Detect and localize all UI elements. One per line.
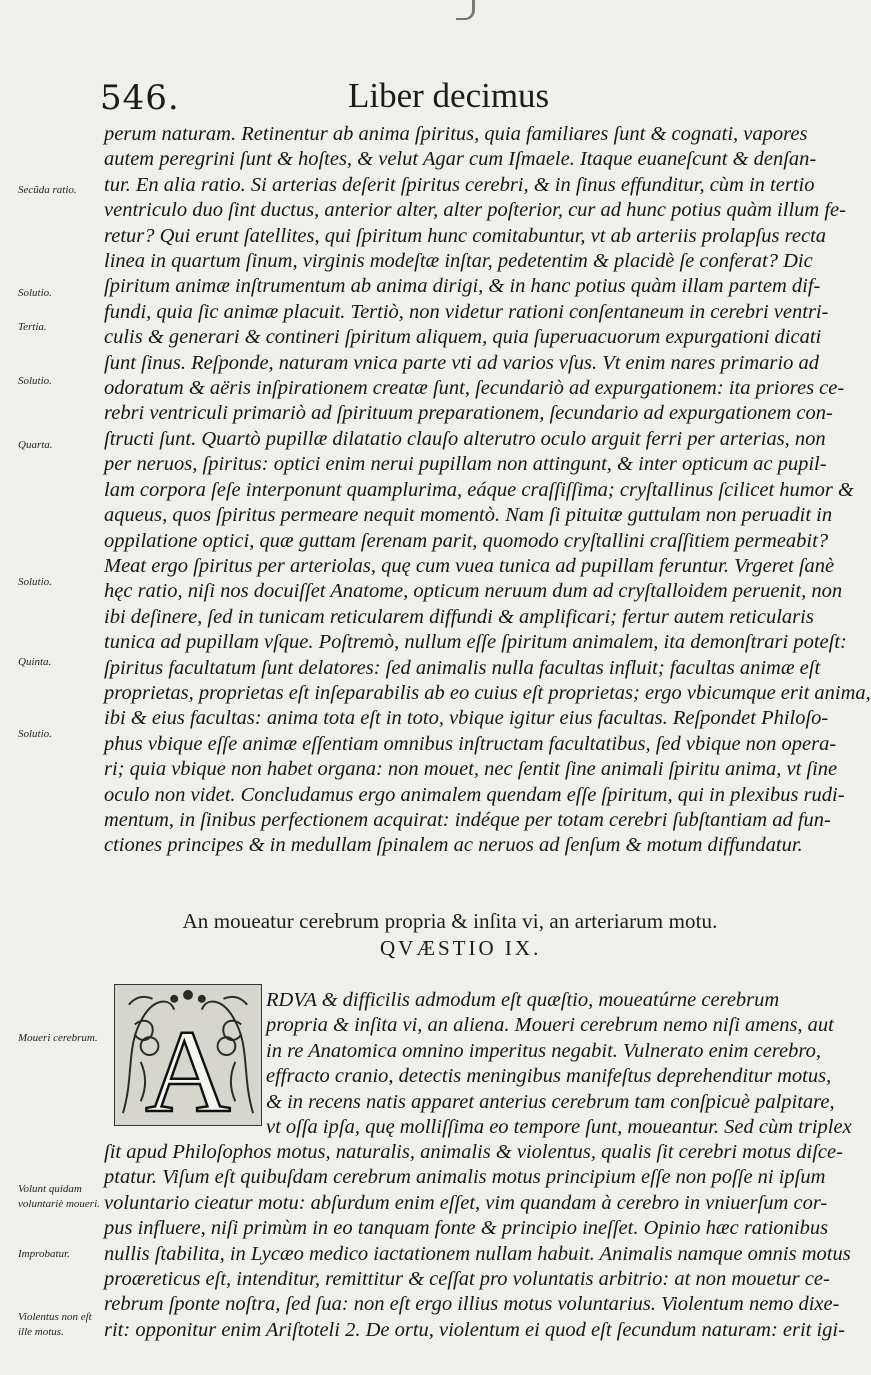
text-line: RDVA & difficilis admodum eſt quæſtio, moueatúrne cerebrum xyxy=(266,989,780,1011)
text-line: mentum, in ſinibus perfectionem acquirat: indéque per totam cerebri ſubſtantiam ad fun- xyxy=(104,808,831,831)
ornament-illustration xyxy=(115,985,261,1138)
main-paragraph xyxy=(104,122,871,859)
text-line: & in recens natis apparet anterius cerebrum tam conſpicuè palpitare, xyxy=(266,1090,835,1113)
text-line: ſpiritus facultatum ſunt delatores: ſed animalis nulla facultas influit; facultas animæ eſt xyxy=(104,656,821,679)
text-line: hęc ratio, niſi nos docuiſſet Anatome, opticum neruum dum ad cryſtalloidem peruenit, non xyxy=(104,580,843,603)
text-line: effracto cranio, detectis meningibus manifeſtus deprehenditur motus, xyxy=(266,1065,832,1088)
question-label: QVÆSTIO IX. xyxy=(380,936,542,960)
text-line: linea in quartum ſinum, virginis modeſtæ inſtar, pedetentim & placidè ſe conferat? Dic xyxy=(104,250,813,273)
text-line: tunica ad pupillam vſque. Poſtremò, nullum eſſe ſpiritum animalem, ita demonſtrari poteſt: xyxy=(104,631,847,654)
margin-note: Solutio. xyxy=(18,728,52,740)
text-line: perum naturam. Retinentur ab anima ſpiritus, quia familiares ſunt & cognati, vapores xyxy=(104,123,808,145)
question-paragraph-rest xyxy=(104,1140,851,1343)
text-line: proprietas, proprietas eſt inſeparabilis ab eo cuius eſt proprietas; ergo vbicumque erit anima, xyxy=(104,681,871,704)
running-title: Liber decimus xyxy=(348,76,550,115)
margin-note: Solutio. xyxy=(18,576,52,588)
margin-note: Quinta. xyxy=(18,656,52,668)
margin-note: Improbatur. xyxy=(18,1248,70,1260)
section-title: An moueatur cerebrum propria & inſita vi, an arteriarum motu. xyxy=(182,909,718,933)
text-line: odoratum & aëris inſpirationem creatæ ſunt, ſecundariò ad expurgationem: ita priores ce- xyxy=(104,377,845,400)
text-line: ſpiritum animæ inſtrumentum ab anima dirigi, & in hanc potius quàm illam partem dif- xyxy=(104,275,821,298)
page-number: 546. xyxy=(100,78,180,118)
text-line: ventriculo duo ſint ductus, anterior alter, alter poſterior, cur ad hunc potius quàm illum fe- xyxy=(104,199,846,222)
decorated-initial xyxy=(114,984,262,1138)
text-line: in re Anatomica omnino imperitus negabit. Vulnerato enim cerebro, xyxy=(266,1039,821,1062)
initial-letter: A xyxy=(145,1006,231,1138)
text-line: ſunt ſinus. Reſponde, naturam vnica parte vti ad varios vſus. Vt enim nares primario ad xyxy=(104,351,819,374)
margin-note: Violentus non eſt ille motus. xyxy=(18,1311,92,1338)
text-line: rebrum ſponte noſtra, ſed ſua: non eſt ergo illius motus voluntarius. Violentum nemo dixe- xyxy=(104,1293,840,1316)
text-line: autem peregrini ſunt & hoſtes, & velut Agar cum Iſmaele. Itaque euaneſcunt & denſan- xyxy=(104,148,817,171)
text-line: per neruos, ſpiritus: optici enim nerui pupillam non attingunt, & inter opticum ac pupil- xyxy=(104,453,827,476)
text-line: culis & generari & contineri ſpiritum aliquem, quia ſuperuacuorum expurgationi dicati xyxy=(104,326,822,349)
text-line: ptatur. Viſum eſt quibuſdam cerebrum animalis motus principium eſſe non poſſe ni ipſum xyxy=(104,1166,826,1189)
text-line: rebri ventriculi primariò ad ſpirituum preparationem, ſecundario ad expurgationem con- xyxy=(104,402,833,425)
text-line: vt oſſa ipſa, quę molliſſima eo tempore ſunt, moueantur. Sed cùm triplex xyxy=(266,1116,852,1139)
text-line: ri; quia vbique non habet organa: non mouet, nec ſentit ſine animali ſpiritu anima, vt ſine xyxy=(104,758,838,781)
text-line: oppilatione optici, quæ guttam ſerenam parit, quomodo cryſtallini craſſitiem permeabit? xyxy=(104,529,829,552)
text-line: lam corpora ſeſe interponunt quamplurima, eáque craſſiſſima; cryſtallinus ſcilicet humor & xyxy=(104,478,854,501)
text-line: ſit apud Philoſophos motus, naturalis, animalis & violentus, qualis ſit cerebri motus diſce- xyxy=(104,1141,843,1163)
text-line: ibi deſinere, ſed in tunicam reticularem diffundi & amplificari; fertur autem reticularis xyxy=(104,605,814,628)
text-line: retur? Qui erunt ſatellites, qui ſpiritum hunc comitabuntur, vt ab arteriis prolapſus recta xyxy=(104,224,827,247)
question-paragraph-start xyxy=(266,988,852,1140)
text-line: phus vbique eſſe animæ eſſentiam omnibus inſtructam facultatibus, ſed vbique non opera- xyxy=(104,732,837,755)
text-line: voluntario cieatur motu: abſurdum enim eſſet, vim quandam à cerebro in vniuerſum cor- xyxy=(104,1191,828,1214)
text-line: proæreticus eſt, intenditur, remittitur & ceſſat pro voluntatis arbitrio: at non mouetur ce- xyxy=(104,1268,830,1291)
text-line: tur. En alia ratio. Si arterias deſerit ſpiritus cerebri, & in ſinus effunditur, cùm in tertio xyxy=(104,173,815,196)
margin-note: Tertia. xyxy=(18,321,47,333)
text-line: rit: opponitur enim Ariſtoteli 2. De ortu, violentum ei quod eſt ſecundum naturam: erit igi- xyxy=(104,1318,845,1341)
margin-note: Moueri cerebrum. xyxy=(18,1032,98,1044)
page-smudge xyxy=(456,0,475,20)
text-line: nullis ſtabilita, in Lycæo medico iactationem nullam habuit. Animalis namque omnis motus xyxy=(104,1242,851,1265)
margin-note: Solutio. xyxy=(18,287,52,299)
margin-note: Solutio. xyxy=(18,375,52,387)
text-line: pus influere, niſi primùm in eo tanquam fonte & principio ineſſet. Opinio hæc rationibus xyxy=(104,1217,829,1240)
text-line: propria & inſita vi, an aliena. Moueri cerebrum nemo niſi amens, aut xyxy=(266,1014,834,1037)
margin-note: Secũda ratio. xyxy=(18,184,77,196)
margin-note: Quarta. xyxy=(18,439,53,451)
text-line: ibi & eius facultas: anima tota eſt in toto, vbique igitur eius facultas. Reſpondet Philoſo- xyxy=(104,707,829,730)
text-line: oculo non videt. Concludamus ergo animalem quendam eſſe ſpiritum, qui in plexibus rudi- xyxy=(104,783,845,806)
text-line: Meat ergo ſpiritus per arteriolas, quę cum vuea tunica ad pupillam feruntur. Vrgeret ſanè xyxy=(104,554,835,577)
margin-note: Volunt quidam voluntariè moueri. xyxy=(18,1183,100,1210)
text-line: ctiones principes & in medullam ſpinalem ac neruos ad ſenſum & motum diffundatur. xyxy=(104,834,803,857)
text-line: aqueus, quos ſpiritus permeare nequit momentò. Nam ſi pituitæ guttulam non peruadit in xyxy=(104,504,833,527)
text-line: ſtructi ſunt. Quartò pupillæ dilatatio clauſo alterutro oculo arguit ferri per arterias, non xyxy=(104,427,826,450)
text-line: fundi, quia ſic animæ placuit. Tertiò, non videtur rationi conſentaneum in cerebri ventri- xyxy=(104,300,829,323)
